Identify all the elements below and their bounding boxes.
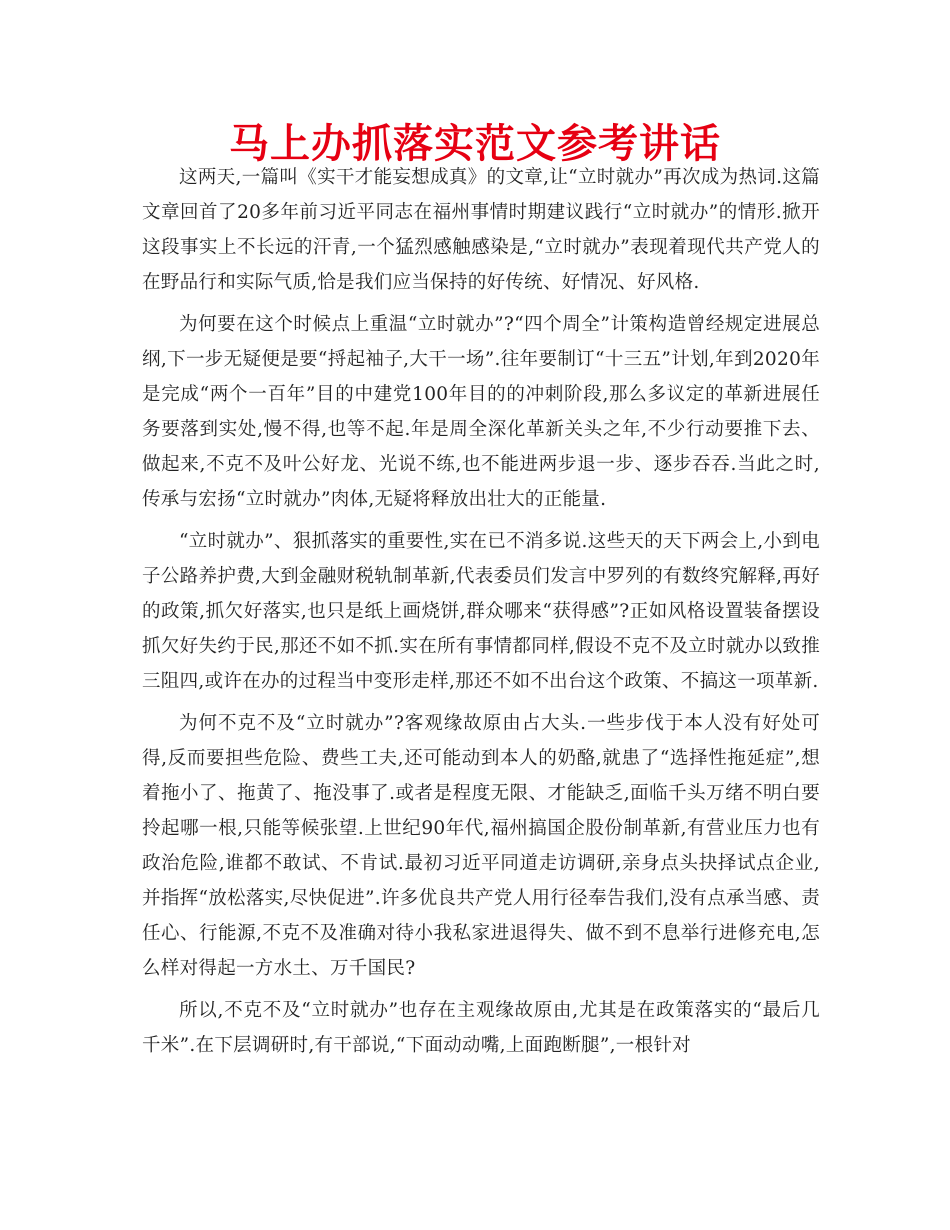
paragraph-4: 为何不克不及“立时就办”?客观缘故原由占大头.一些步伐于本人没有好处可得,反而要担些危险、费些工夫,还可能动到本人的奶酪,就患了“选择性拖延症”,想着拖小了、拖黄了、拖没事了.或者是程度无限、才能缺乏,面临千头万绪不明白要拎起哪一根,只能等候张望.上世纪90年代,福州搞国企股份制革新,有营业压力也有政治危险,谁都不敢试、不肯试.最初习近平同道走访调研,亲身点头抉择试点企业,并指挥“放松落实,尽快促进”.许多优良共产党人用行径奉告我们,没有点承当感、责任心、行能源,不克不及准确对待小我私家进退得失、做不到不息举行进修充电,怎么样对得起一方水土、万千国民? <box>142 713 820 979</box>
document-body <box>142 160 820 1070</box>
document-title: 马上办抓落实范文参考讲话 <box>229 121 721 167</box>
paragraph-1: 这两天,一篇叫《实干才能妄想成真》的文章,让“立时就办”再次成为热词.这篇文章回首了20多年前习近平同志在福州事情时期建议践行“立时就办”的情形.掀开这段事实上不长远的汗青,一个猛烈感触感染是,“立时就办”表现着现代共产党人的在野品行和实际气质,恰是我们应当保持的好传统、好情况、好风格. <box>142 167 820 293</box>
paragraph-5: 所以,不克不及“立时就办”也存在主观缘故原由,尤其是在政策落实的“最后几千米”.在下层调研时,有干部说,“下面动动嘴,上面跑断腿”,一根针对 <box>142 1000 820 1056</box>
paragraph-3: “立时就办”、狠抓落实的重要性,实在已不消多说.这些天的天下两会上,小到电子公路养护费,大到金融财税轨制革新,代表委员们发言中罗列的有数终究解释,再好的政策,抓欠好落实,也只是纸上画烧饼,群众哪来“获得感”?正如风格设置装备摆设抓欠好失约于民,那还不如不抓.实在所有事情都同样,假设不克不及立时就办以致推三阻四,或许在办的过程当中变形走样,那还不如不出台这个政策、不搞这一项革新. <box>142 531 820 692</box>
paragraph-2: 为何要在这个时候点上重温“立时就办”?“四个周全”计策构造曾经规定进展总纲,下一步无疑便是要“捋起袖子,大干一场”.往年要制订“十三五”计划,年到2020年是完成“两个一百年”目的中建党100年目的的冲刺阶段,那么多议定的革新进展任务要落到实处,慢不得,也等不起.年是周全深化革新关头之年,不少行动要推下去、做起来,不克不及叶公好龙、光说不练,也不能进两步退一步、逐步吞吞.当此之时,传承与宏扬“立时就办”肉体,无疑将释放出壮大的正能量. <box>142 314 820 510</box>
